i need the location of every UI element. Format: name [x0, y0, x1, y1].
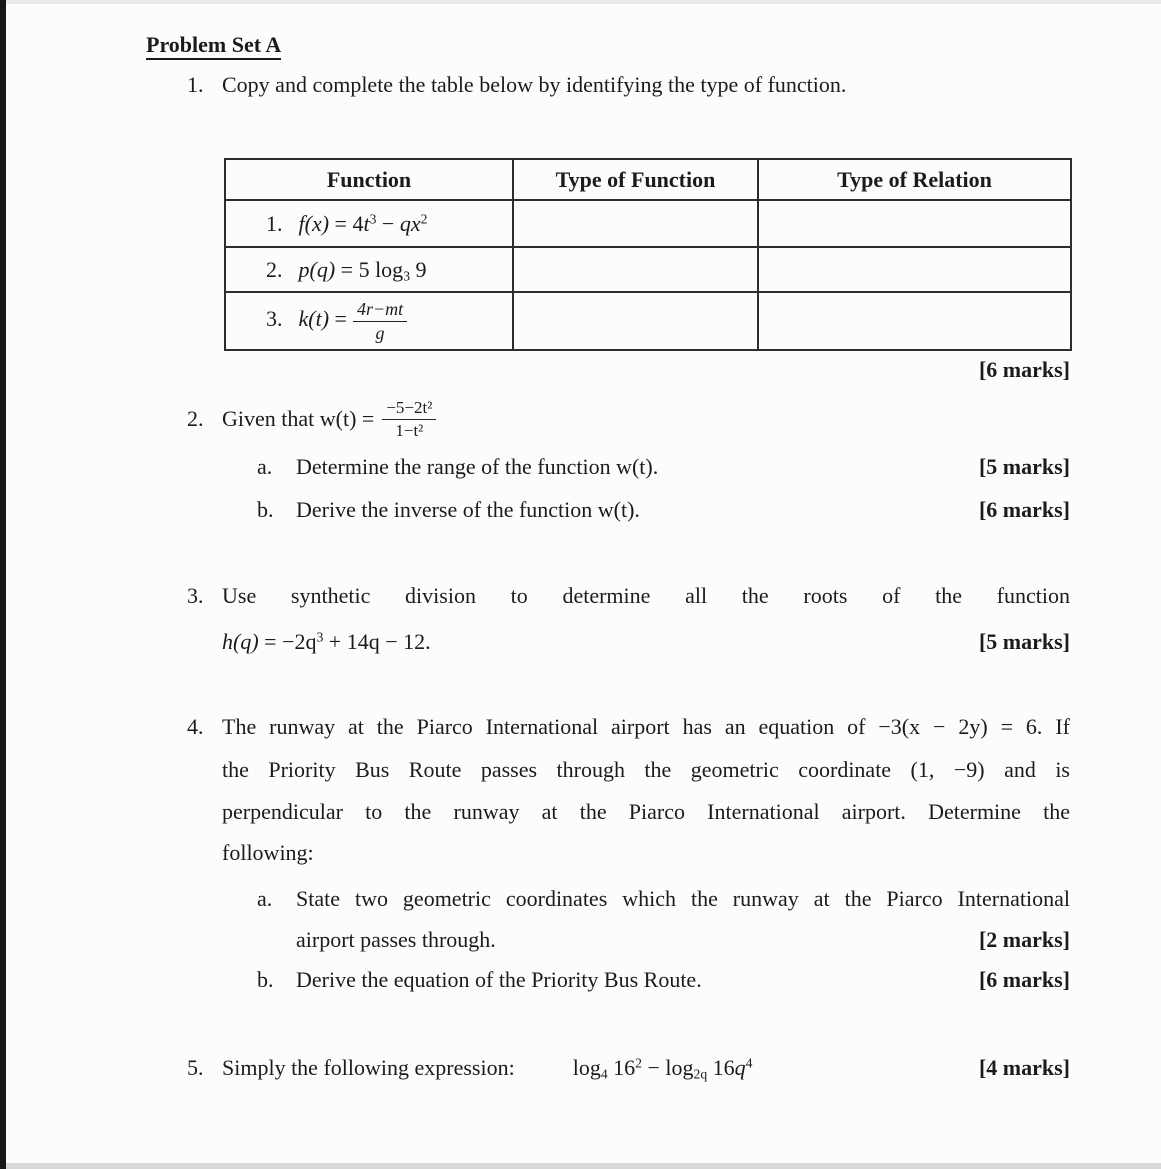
- question-2: [187, 391, 436, 447]
- scan-top-strip: [0, 0, 1161, 4]
- formula-pq: p(q): [298, 256, 336, 282]
- question-4-line4: [222, 838, 1070, 868]
- table-cell-function-1: [225, 200, 513, 247]
- question-4-line3: perpendicular to the runway at the Piarco International airport. Determine the: [222, 799, 1070, 824]
- table-cell-empty: [758, 247, 1071, 292]
- question-3-formula: [222, 627, 431, 657]
- row-number: 2.: [266, 256, 283, 282]
- formula-kt: k(t): [298, 306, 330, 332]
- formula-part: = 5 log: [335, 256, 404, 282]
- table-cell-empty: [758, 200, 1071, 247]
- table-cell-empty: [513, 247, 758, 292]
- question-3-formula-line: [222, 627, 1070, 657]
- table-cell-function-2: [225, 247, 513, 292]
- formula-part: −: [376, 210, 400, 236]
- question-2b: [257, 495, 1070, 525]
- question-1-text: Copy and complete the table below by identifying the type of function.: [222, 72, 847, 97]
- question-3-line1: Use synthetic division to determine all the roots of the function: [222, 583, 1070, 608]
- question-4a-line1: State two geometric coordinates which the runway at the Piarco International: [296, 886, 1070, 911]
- question-4b-marks: [6 marks]: [978, 967, 1070, 992]
- formula-exponent: 2: [635, 1055, 642, 1071]
- question-2b-marks: [6 marks]: [978, 497, 1070, 522]
- table-row: [225, 247, 1071, 292]
- formula-part: qx: [399, 210, 421, 236]
- scan-bottom-strip: [0, 1163, 1161, 1169]
- formula-exponent: 4: [745, 1055, 753, 1071]
- question-5-number: 5.: [187, 1055, 204, 1080]
- question-4a-marker: a.: [257, 886, 273, 911]
- log-base: 2q: [693, 1066, 708, 1082]
- question-5-marks: [4 marks]: [978, 1055, 1070, 1080]
- minus-operator: −: [641, 1055, 666, 1080]
- question-4b-text: Derive the equation of the Priority Bus Route.: [296, 967, 702, 992]
- question-4a-marks: [2 marks]: [978, 927, 1070, 952]
- log-symbol: log: [665, 1055, 694, 1080]
- question-2a: [257, 452, 1070, 482]
- question-5: [187, 1053, 1070, 1083]
- fraction: [382, 398, 436, 440]
- table-header-row: [225, 159, 1071, 200]
- scan-left-bar: [0, 0, 6, 1169]
- fraction-denominator: g: [375, 322, 385, 343]
- table-header-type-of-function: Type of Function: [513, 159, 758, 200]
- formula-part: 9: [410, 256, 427, 282]
- question-4b: [257, 965, 1070, 995]
- formula-log-base: 3: [403, 267, 410, 283]
- table-cell-empty: [513, 200, 758, 247]
- row-number: 1.: [266, 210, 283, 236]
- page-title: Problem Set A: [146, 32, 281, 60]
- question-2a-text: Determine the range of the function w(t).: [296, 454, 659, 479]
- formula-part: = 4: [329, 210, 364, 236]
- formula-part: = −2q: [258, 629, 317, 654]
- fraction: [353, 299, 407, 343]
- formula-part: + 14q − 12.: [323, 629, 431, 654]
- formula-part: 16: [707, 1055, 735, 1080]
- table-cell-empty: [513, 292, 758, 350]
- question-2b-text: Derive the inverse of the function w(t).: [296, 497, 640, 522]
- table-cell-function-3: [225, 292, 513, 350]
- question-4a-line2-text: airport passes through.: [296, 927, 496, 952]
- question-4-number: 4.: [187, 714, 204, 739]
- question-2a-marker: a.: [257, 454, 273, 479]
- log-base: 4: [600, 1066, 608, 1082]
- page-title-wrap: [146, 30, 281, 60]
- question-4-line4-text: following:: [222, 840, 314, 865]
- question-2-number: 2.: [187, 406, 204, 431]
- formula-part: =: [329, 306, 347, 332]
- fraction-numerator: −5−2t²: [382, 398, 436, 420]
- table-row: [225, 200, 1071, 247]
- question-1-marks: [6 marks]: [978, 357, 1070, 382]
- question-4a-line2: [296, 925, 1070, 955]
- row-number: 3.: [266, 306, 283, 332]
- question-4-line1: The runway at the Piarco International airport has an equation of −3(x − 2y) = 6. If: [222, 714, 1070, 739]
- formula-hq: h(q): [222, 629, 259, 654]
- question-5-expression: [573, 1053, 753, 1083]
- log-symbol: log: [572, 1055, 601, 1080]
- table-header-type-of-relation: Type of Relation: [758, 159, 1071, 200]
- formula-fx: f(x): [298, 210, 330, 236]
- question-2a-marks: [5 marks]: [978, 454, 1070, 479]
- fraction-numerator: 4r−mt: [353, 299, 407, 322]
- fraction-denominator: 1−t²: [395, 420, 424, 440]
- question-2-lead: Given that w(t) =: [222, 406, 375, 431]
- question-3-number: 3.: [187, 583, 204, 608]
- question-3-marks: [5 marks]: [978, 629, 1070, 654]
- question-1: [187, 70, 1070, 100]
- formula-part: 16: [607, 1055, 636, 1080]
- question-4-line2: the Priority Bus Route passes through the geometric coordinate (1, −9) and is: [222, 757, 1070, 782]
- question-4b-marker: b.: [257, 967, 274, 992]
- question-5-text: Simply the following expression:: [222, 1055, 515, 1080]
- formula-exponent: 3: [316, 629, 324, 645]
- table-cell-empty: [758, 292, 1071, 350]
- table-row: [225, 292, 1071, 350]
- formula-exponent: 2: [420, 211, 428, 226]
- formula-part: q: [734, 1055, 746, 1080]
- formula-exponent: 3: [369, 211, 377, 226]
- table-header-function: Function: [225, 159, 513, 200]
- formula-part: t: [363, 210, 370, 236]
- function-table: [224, 158, 1072, 351]
- question-2b-marker: b.: [257, 497, 274, 522]
- question-1-number: 1.: [187, 72, 204, 97]
